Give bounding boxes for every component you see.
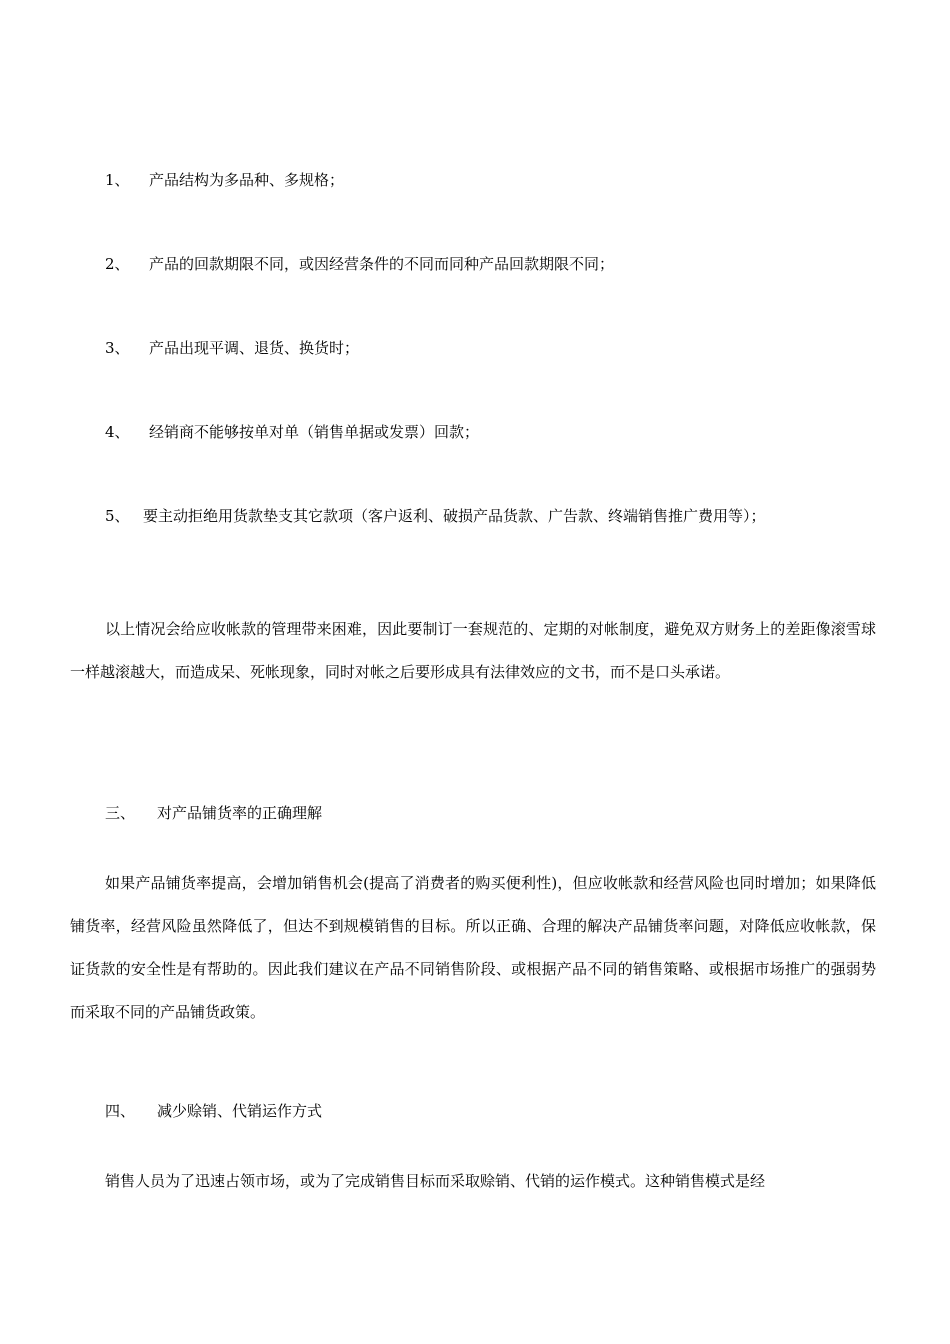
list-item-1 — [105, 170, 344, 190]
list-text: 产品的回款期限不同，或因经营条件的不同而同种产品回款期限不同； — [149, 255, 615, 273]
list-text: 经销商不能够按单对单（销售单据或发票）回款； — [149, 423, 480, 441]
list-item-5 — [105, 506, 766, 526]
paragraph: 销售人员为了迅速占领市场，或为了完成销售目标而采取赊销、代销的运作模式。这种销售模式是经 — [105, 1172, 766, 1190]
heading-text: 对产品铺货率的正确理解 — [157, 804, 323, 822]
list-number: 2、 — [105, 255, 130, 273]
heading-text: 减少赊销、代销运作方式 — [157, 1102, 323, 1120]
list-item-4 — [105, 422, 479, 442]
section-heading-4 — [105, 1101, 322, 1121]
list-text: 产品出现平调、退货、换货时； — [149, 339, 360, 357]
list-number: 4、 — [105, 423, 130, 441]
paragraph: 以上情况会给应收帐款的管理带来困难，因此要制订一套规范的、定期的对帐制度，避免双方财务上的差距像滚雪球一样越滚越大，而造成呆、死帐现象，同时对帐之后要形成具有法律效应的文书，而不是口头承诺。 — [70, 620, 876, 681]
list-item-2 — [105, 254, 614, 274]
heading-number: 三、 — [105, 804, 136, 822]
list-number: 3、 — [105, 339, 130, 357]
heading-number: 四、 — [105, 1102, 136, 1120]
list-text: 产品结构为多品种、多规格； — [149, 171, 345, 189]
list-number: 1、 — [105, 171, 130, 189]
paragraph: 如果产品铺货率提高，会增加销售机会(提高了消费者的购买便利性)，但应收帐款和经营风险也同时增加；如果降低铺货率，经营风险虽然降低了，但达不到规模销售的目标。所以正确、合理的解决产品铺货率问题，对降低应收帐款，保证货款的安全性是有帮助的。因此我们建议在产品不同销售阶段、或根据产品不同的销售策略、或根据市场推广的强弱势而采取不同的产品铺货政策。 — [70, 874, 876, 1021]
list-text: 要主动拒绝用货款垫支其它款项（客户返利、破损产品货款、广告款、终端销售推广费用等）； — [143, 507, 766, 525]
section-heading-3 — [105, 803, 322, 823]
list-number: 5、 — [105, 507, 130, 525]
list-item-3 — [105, 338, 359, 358]
